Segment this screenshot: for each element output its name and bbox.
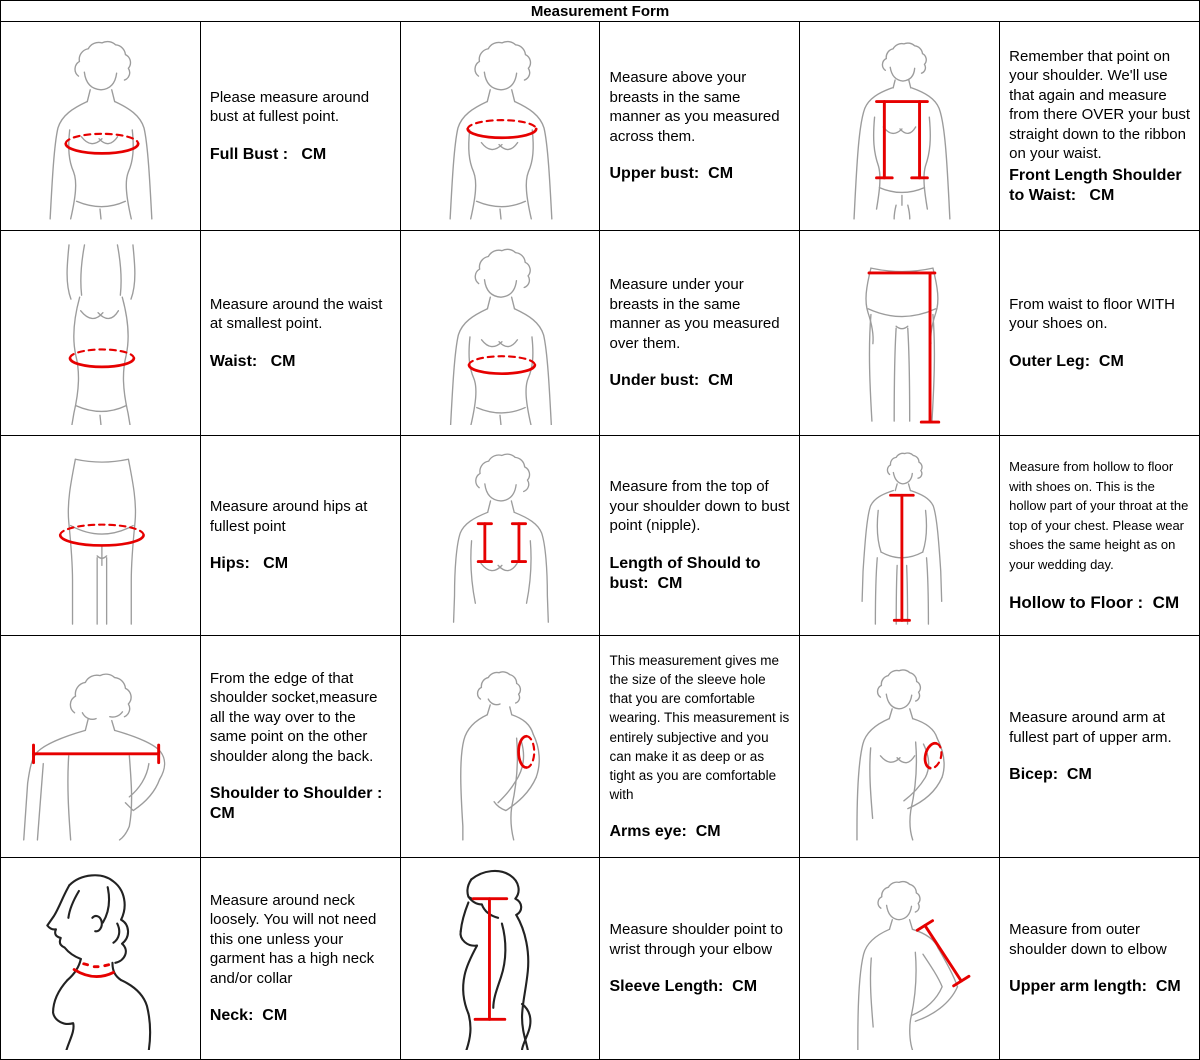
bicep-label: Bicep: CM (1009, 766, 1092, 783)
bicep-measure-mark (922, 741, 943, 769)
sleeve-length-description: Measure shoulder point to wrist through your elbow (609, 921, 783, 958)
cell-waist-text (200, 231, 400, 436)
neck-description: Measure around neck loosely. You will not need this one unless your garment has a high neck and/or collar (209, 891, 377, 987)
cell-outer-leg-figure (800, 231, 1000, 436)
page-title: Measurement Form (1, 1, 1200, 22)
hollow-to-floor-description: Measure from hollow to floor with shoes on. This is the hollow part of your throat at the top of your chest. Please wear shoes the same height as on your wedding day. (1009, 459, 1189, 572)
cell-full-bust-text (200, 22, 400, 231)
neck-figure (12, 868, 188, 1050)
cell-waist-figure (1, 231, 201, 436)
cell-shoulder-to-bust-text (600, 436, 800, 636)
bicep-figure (812, 646, 988, 848)
outer-leg-measure-mark (869, 273, 939, 422)
outer-leg-figure (812, 241, 988, 425)
shoulder-to-bust-measure-mark (478, 523, 525, 561)
upper-arm-length-label: Upper arm length: CM (1009, 978, 1181, 995)
waist-measure-mark (70, 349, 134, 366)
cell-hollow-to-floor-figure (800, 436, 1000, 636)
shoulder-to-shoulder-figure (12, 646, 188, 848)
bicep-description: Measure around arm at fullest part of upper arm. (1009, 709, 1172, 746)
upper-bust-label: Upper bust: CM (609, 165, 734, 182)
hollow-to-floor-label: Hollow to Floor : CM (1009, 593, 1180, 613)
arms-eye-description: This measurement gives me the size of the sleeve hole that you are comfortable wearing. This measurement is entirely subjective and you can make it as deep or as tight as you are comfortable with (609, 652, 790, 802)
cell-arms-eye-text (600, 636, 800, 858)
cell-full-bust-figure (1, 22, 201, 231)
cell-hips-figure (1, 436, 201, 636)
hips-label: Hips: CM (209, 555, 289, 572)
cell-front-length-text (1000, 22, 1200, 231)
cell-shoulder-to-shoulder-text (200, 636, 400, 858)
waist-figure (12, 241, 188, 425)
sleeve-length-figure (412, 868, 588, 1050)
upper-arm-length-description: Measure from outer shoulder down to elbow (1009, 921, 1167, 958)
hips-measure-mark (61, 524, 144, 545)
cell-upper-bust-figure (400, 22, 600, 231)
upper-bust-figure (412, 32, 588, 220)
waist-label: Waist: CM (209, 352, 296, 370)
full-bust-label: Full Bust : CM (209, 145, 327, 163)
front-length-description: Remember that point on your shoulder. We'll use that again and measure from there OVER your bust straight down to the ribbon on your waist. (1009, 47, 1191, 162)
upper-arm-length-measure-mark (917, 920, 969, 985)
cell-neck-figure (1, 858, 201, 1060)
full-bust-figure (12, 32, 188, 220)
sleeve-length-label: Sleeve Length: CM (609, 978, 758, 995)
shoulder-to-shoulder-label: Shoulder to Shoulder : CM (209, 785, 387, 823)
cell-arms-eye-figure (400, 636, 600, 858)
cell-neck-text (200, 858, 400, 1060)
under-bust-description: Measure under your breasts in the same manner as you measured over them. (609, 276, 780, 352)
cell-hips-text (200, 436, 400, 636)
under-bust-label: Under bust: CM (609, 372, 734, 389)
cell-sleeve-length-text (600, 858, 800, 1060)
shoulder-to-bust-figure (412, 446, 588, 626)
cell-bicep-figure (800, 636, 1000, 858)
cell-front-length-figure (800, 22, 1000, 231)
shoulder-to-bust-description: Measure from the top of your shoulder down to bust point (nipple). (609, 478, 790, 535)
cell-sleeve-length-figure (400, 858, 600, 1060)
outer-leg-label: Outer Leg: CM (1009, 352, 1124, 370)
shoulder-to-shoulder-measure-mark (34, 745, 159, 763)
upper-bust-measure-mark (468, 120, 536, 138)
cell-upper-arm-length-figure (800, 858, 1000, 1060)
cell-upper-arm-length-text (1000, 858, 1200, 1060)
cell-under-bust-text (600, 231, 800, 436)
upper-arm-length-figure (812, 868, 988, 1050)
hips-description: Measure around hips at fullest point (209, 498, 368, 535)
under-bust-measure-mark (469, 356, 535, 373)
cell-under-bust-figure (400, 231, 600, 436)
cell-shoulder-to-bust-figure (400, 436, 600, 636)
arms-eye-measure-mark (519, 736, 535, 767)
shoulder-to-bust-label: Length of Should to bust: CM (609, 554, 766, 592)
under-bust-figure (412, 241, 588, 425)
hollow-to-floor-measure-mark (890, 495, 913, 620)
cell-bicep-text (1000, 636, 1200, 858)
full-bust-measure-mark (66, 134, 138, 154)
arms-eye-figure (412, 646, 588, 848)
shoulder-to-shoulder-description: From the edge of that shoulder socket,measure all the way over to the same point on the other shoulder along the back. (209, 669, 378, 765)
front-length-shoulder-to-waist-figure (812, 32, 988, 220)
upper-bust-description: Measure above your breasts in the same manner as you measured across them. (609, 69, 780, 145)
full-bust-description: Please measure around bust at fullest point. (209, 88, 370, 125)
hollow-to-floor-figure (812, 446, 988, 626)
sleeve-length-measure-mark (473, 898, 507, 1019)
hips-figure (12, 446, 188, 626)
cell-hollow-to-floor-text (1000, 436, 1200, 636)
arms-eye-label: Arms eye: CM (609, 823, 721, 841)
waist-description: Measure around the waist at smallest point. (209, 295, 383, 332)
outer-leg-description: From waist to floor WITH your shoes on. (1009, 295, 1175, 332)
neck-label: Neck: CM (209, 1007, 288, 1025)
neck-measure-mark (75, 963, 114, 976)
front-length-label: Front Length Shoulder to Waist: CM (1009, 166, 1187, 204)
cell-upper-bust-text (600, 22, 800, 231)
front-length-measure-mark (876, 102, 927, 178)
cell-outer-leg-text (1000, 231, 1200, 436)
cell-shoulder-to-shoulder-figure (1, 636, 201, 858)
